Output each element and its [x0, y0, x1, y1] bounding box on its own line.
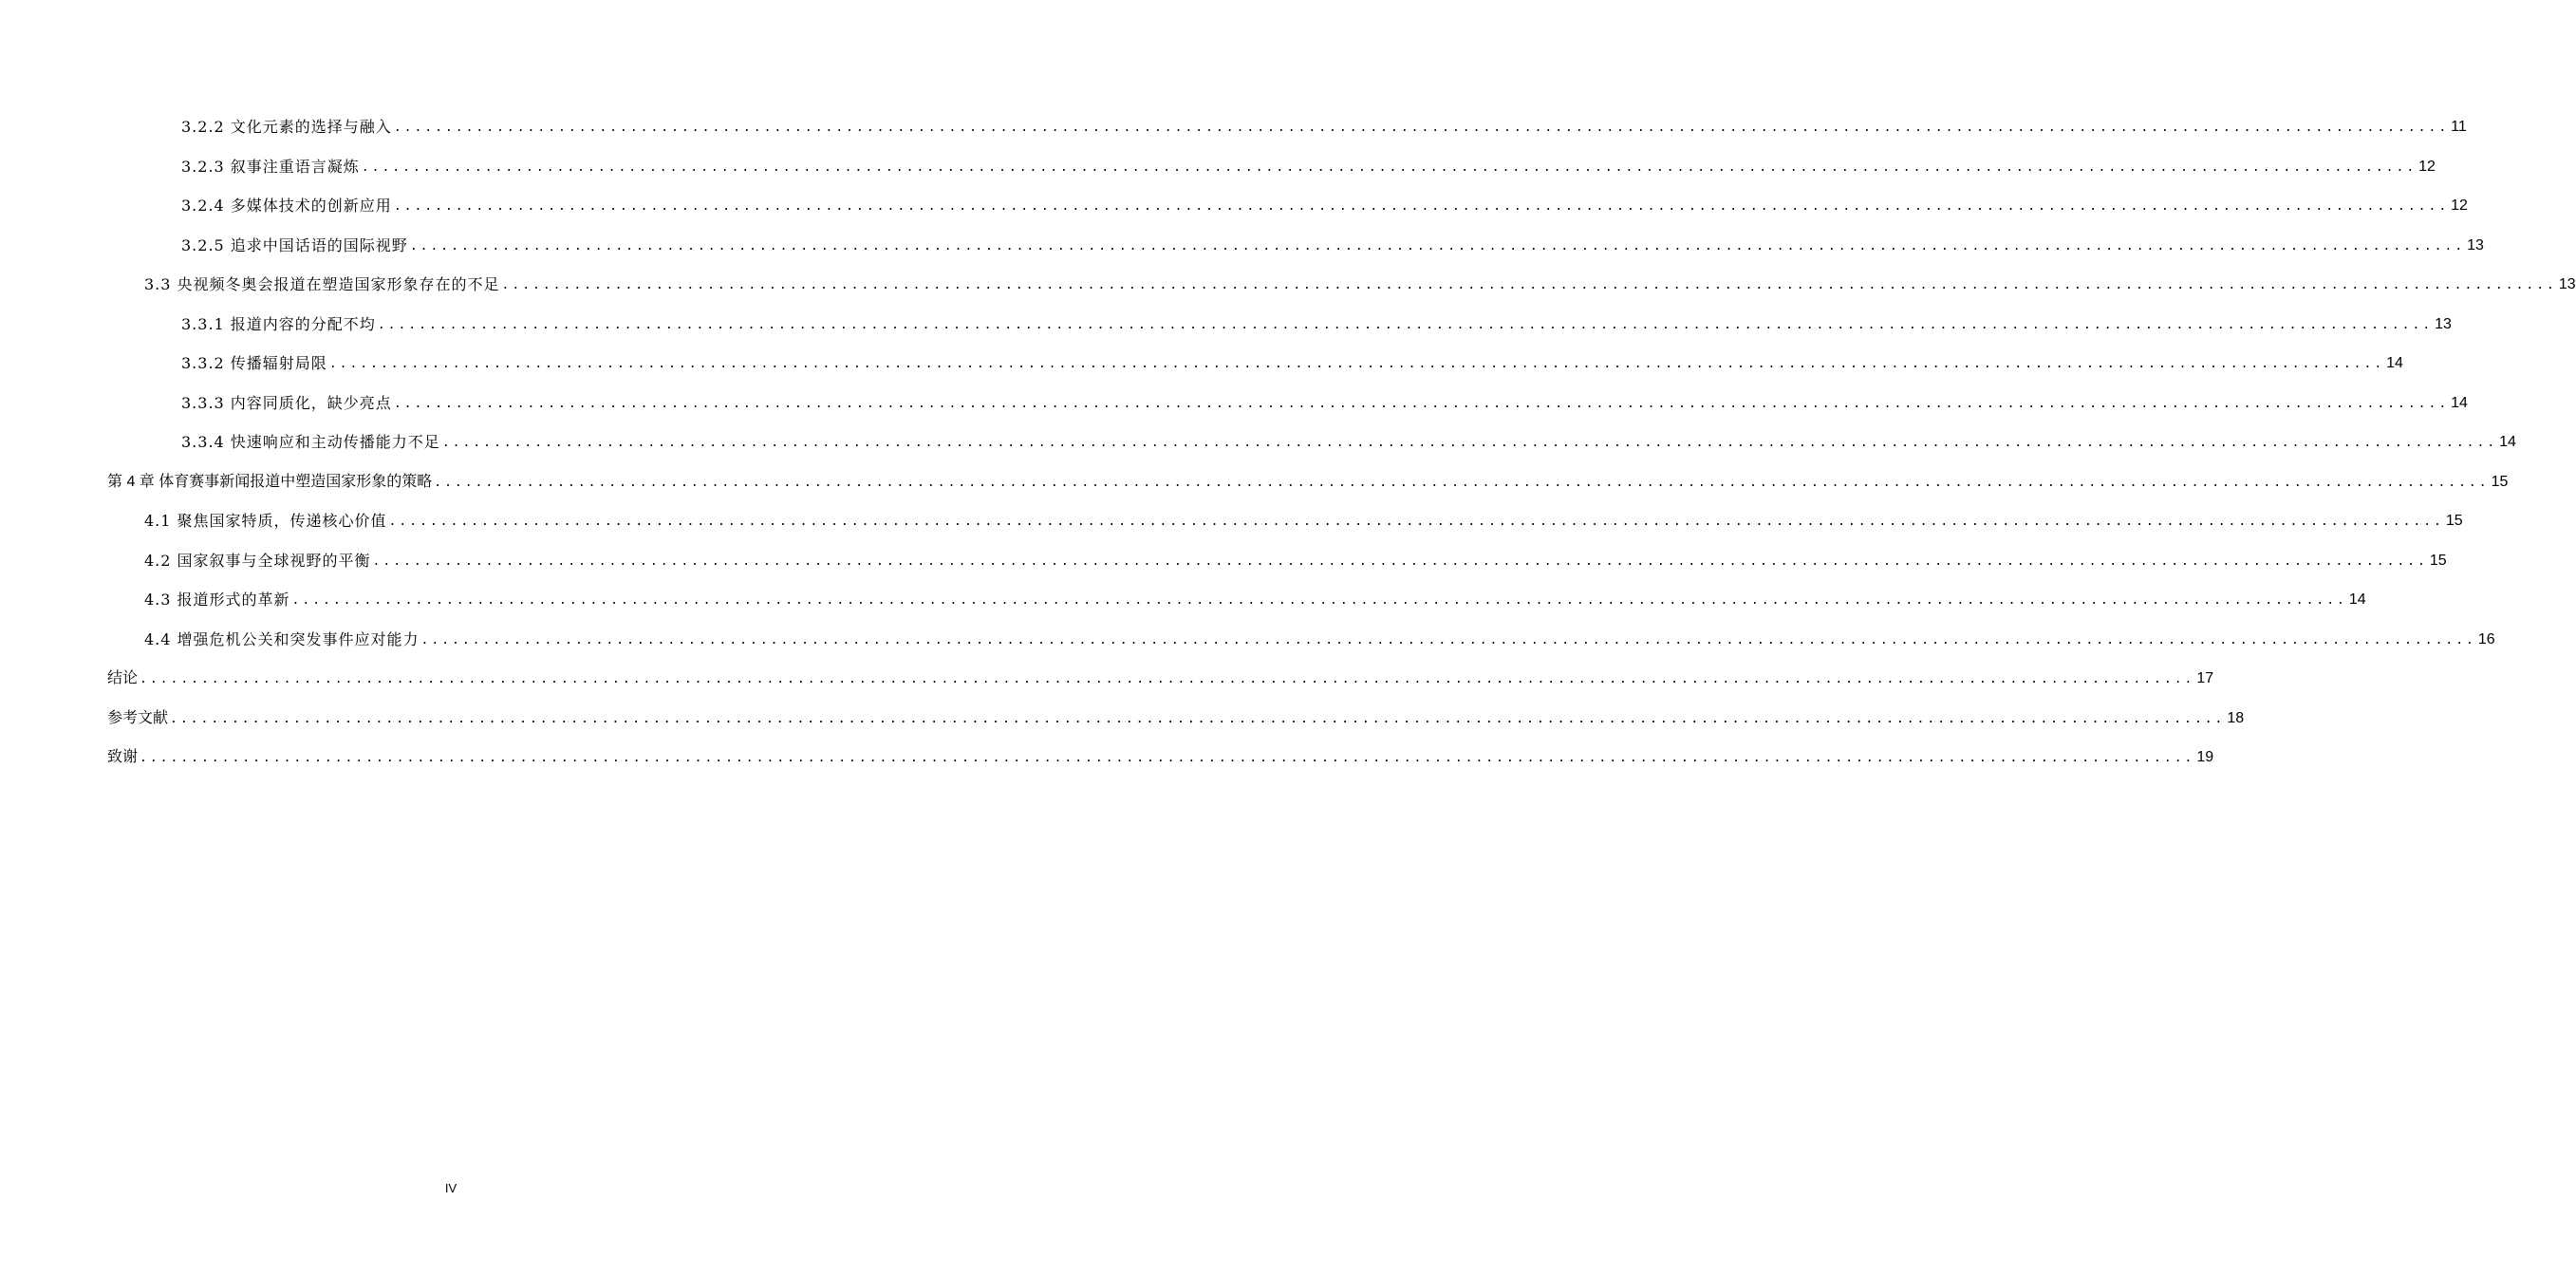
- toc-dot-leader: ........................................................................................................................................................................................................: [377, 318, 2434, 332]
- page-number: IV: [444, 1181, 457, 1195]
- toc-entry-page: 18: [2227, 710, 2245, 726]
- toc-entry-page: 12: [2451, 197, 2468, 214]
- toc-entry[interactable]: [181, 429, 2516, 452]
- toc-dot-leader: ........................................................................................................................................................................................................: [501, 278, 2557, 292]
- toc-dot-leader: ........................................................................................................................................................................................................: [328, 357, 2385, 371]
- toc-entry[interactable]: [181, 114, 2467, 137]
- toc-entry[interactable]: [181, 193, 2468, 216]
- toc-dot-leader: ........................................................................................................................................................................................................: [140, 751, 2195, 765]
- toc-entry-title: 3.3 央视频冬奥会报道在塑造国家形象存在的不足: [144, 275, 500, 293]
- toc-entry-page: 14: [2386, 355, 2403, 371]
- toc-dot-leader: ........................................................................................................................................................................................................: [291, 593, 2347, 608]
- toc-entry-title: 3.3.4 快速响应和主动传播能力不足: [181, 433, 440, 451]
- toc-entry-title: 4.4 增强危机公关和突发事件应对能力: [144, 630, 420, 648]
- toc-entry[interactable]: [181, 233, 2484, 255]
- toc-entry-title: 3.2.3 叙事注重语言凝炼: [181, 158, 360, 176]
- toc-entry-title: 3.2.2 文化元素的选择与融入: [181, 118, 392, 136]
- toc-entry[interactable]: [144, 548, 2447, 571]
- toc-dot-leader: ........................................................................................................................................................................................................: [140, 672, 2195, 686]
- toc-entry-page: 14: [2451, 395, 2468, 411]
- toc-entry-page: 13: [2558, 276, 2576, 292]
- toc-entry-title: 结论: [107, 670, 139, 686]
- toc-entry-page: 15: [2491, 474, 2509, 490]
- toc-entry-page: 13: [2435, 316, 2452, 332]
- toc-entry[interactable]: [181, 350, 2403, 373]
- toc-entry[interactable]: [144, 508, 2463, 531]
- toc-dot-leader: ........................................................................................................................................................................................................: [420, 633, 2476, 647]
- toc-entry-title: 4.1 聚焦国家特质，传递核心价值: [144, 512, 387, 530]
- toc-dot-leader: ........................................................................................................................................................................................................: [170, 712, 2226, 726]
- toc-entry[interactable]: [144, 272, 2576, 294]
- toc-entry[interactable]: [181, 311, 2452, 334]
- toc-entry-title: 4.3 报道形式的革新: [144, 591, 290, 609]
- toc-entry-page: 11: [2451, 119, 2467, 135]
- toc-entry-title: 3.2.4 多媒体技术的创新应用: [181, 197, 392, 215]
- toc-entry-page: 16: [2477, 631, 2495, 647]
- toc-entry[interactable]: [181, 390, 2468, 413]
- toc-entry-page: 19: [2196, 749, 2214, 765]
- toc-entry-title: 3.3.3 内容同质化，缺少亮点: [181, 394, 392, 412]
- toc-entry-title: 3.3.1 报道内容的分配不均: [181, 315, 376, 333]
- toc-dot-leader: ........................................................................................................................................................................................................: [441, 436, 2498, 450]
- toc-dot-leader: ........................................................................................................................................................................................................: [361, 160, 2417, 175]
- toc-dot-leader: ........................................................................................................................................................................................................: [393, 397, 2450, 411]
- toc-entry-title: 第 4 章 体育赛事新闻报道中塑造国家形象的策略: [107, 474, 433, 490]
- toc-entry[interactable]: [144, 627, 2495, 649]
- toc-entry-page: 15: [2429, 553, 2447, 569]
- toc-entry-title: 3.3.2 传播辐射局限: [181, 354, 327, 372]
- toc-entry-title: 3.2.5 追求中国话语的国际视野: [181, 236, 408, 254]
- toc-entry-title: 参考文献: [107, 710, 169, 726]
- toc-entry[interactable]: [107, 705, 2245, 728]
- toc-entry[interactable]: [107, 744, 2214, 767]
- toc-entry-page: 13: [2467, 237, 2484, 253]
- toc-dot-leader: ........................................................................................................................................................................................................: [388, 515, 2444, 529]
- toc-entry-page: 14: [2348, 591, 2366, 608]
- toc-entry[interactable]: [107, 469, 2509, 492]
- toc-entry[interactable]: [181, 154, 2436, 177]
- toc-dot-leader: ........................................................................................................................................................................................................: [393, 199, 2450, 214]
- toc-entry[interactable]: [144, 587, 2366, 610]
- toc-dot-leader: ........................................................................................................................................................................................................: [434, 476, 2490, 490]
- toc-entry[interactable]: [107, 666, 2214, 688]
- toc-entry-page: 15: [2445, 513, 2463, 529]
- toc-entry-title: 致谢: [107, 749, 139, 765]
- toc-dot-leader: ........................................................................................................................................................................................................: [409, 239, 2466, 253]
- toc-dot-leader: ........................................................................................................................................................................................................: [372, 554, 2428, 569]
- toc-entry-page: 17: [2196, 670, 2214, 686]
- toc-entry-page: 12: [2418, 159, 2436, 175]
- toc-entry-page: 14: [2499, 434, 2516, 450]
- toc-entry-title: 4.2 国家叙事与全球视野的平衡: [144, 552, 371, 570]
- toc-dot-leader: ........................................................................................................................................................................................................: [393, 121, 2450, 135]
